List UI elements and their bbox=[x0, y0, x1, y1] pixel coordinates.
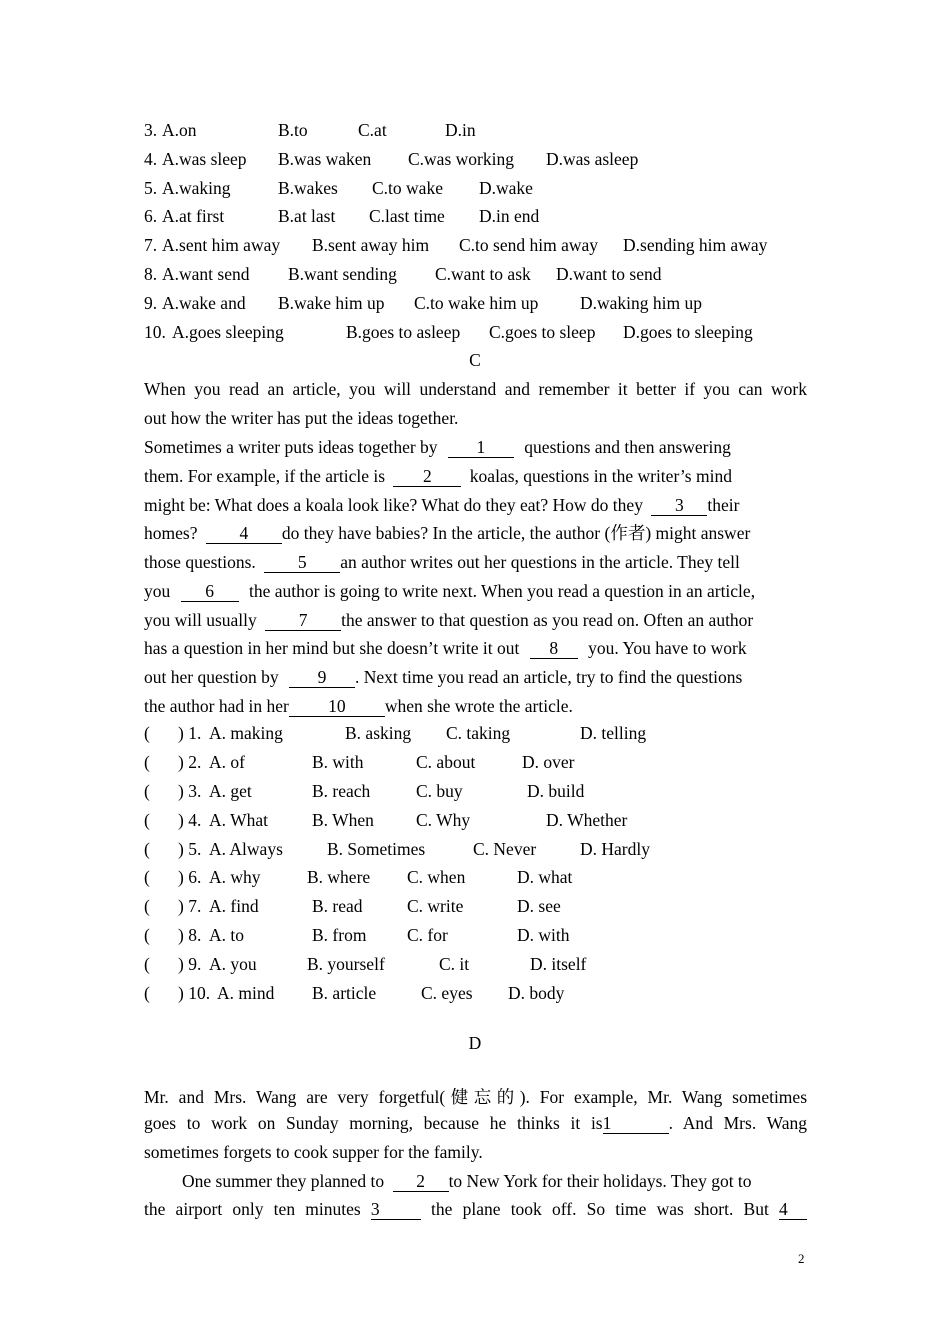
paragraph-line: out how the writer has put the ideas together. bbox=[144, 408, 459, 428]
option-text: B.goes to asleep bbox=[346, 322, 461, 342]
option-text: A.was sleep bbox=[162, 149, 247, 169]
option-text: ( bbox=[144, 954, 150, 974]
option-text[interactable]: D. over bbox=[522, 752, 575, 772]
option-text[interactable]: A. of bbox=[209, 752, 245, 772]
option-text: 3. bbox=[144, 120, 158, 140]
option-text: A.waking bbox=[162, 178, 231, 198]
cloze-line: might be: What does a koala look like? What do they eat? How do they 3 their bbox=[144, 495, 740, 515]
option-text: A.on bbox=[162, 120, 197, 140]
cloze-line: the airport only ten minutes 3 the plane took off. So time was short. But 4 bbox=[144, 1199, 807, 1220]
option-text[interactable]: A. find bbox=[209, 896, 259, 916]
option-text: ) 6. bbox=[178, 867, 202, 887]
page-number: 2 bbox=[798, 1251, 805, 1266]
section-heading-c: C bbox=[469, 350, 481, 370]
option-text[interactable]: B. asking bbox=[345, 723, 412, 743]
option-text: D.want to send bbox=[556, 264, 662, 284]
option-text: ( bbox=[144, 781, 150, 801]
option-text: D.sending him away bbox=[623, 235, 768, 255]
option-text: ( bbox=[144, 925, 150, 945]
blank-5[interactable]: 5 bbox=[264, 552, 340, 573]
option-text[interactable]: C. buy bbox=[416, 781, 463, 801]
option-text[interactable]: C. taking bbox=[446, 723, 511, 743]
cloze-line: has a question in her mind but she doesn’t write it out 8 you. You have to work bbox=[144, 638, 747, 658]
option-text: ) 5. bbox=[178, 839, 202, 859]
option-text: C.was working bbox=[408, 149, 514, 169]
option-text: C.to send him away bbox=[459, 235, 599, 255]
option-text: A.want send bbox=[162, 264, 250, 284]
blank-6[interactable]: 6 bbox=[181, 581, 239, 602]
cloze-line: goes to work on Sunday morning, because he thinks it is1 . And Mrs. Wang bbox=[144, 1113, 807, 1133]
blank-d-1[interactable]: 1 bbox=[603, 1113, 669, 1134]
option-text[interactable]: C. when bbox=[407, 867, 466, 887]
option-text: B.was waken bbox=[278, 149, 372, 169]
blank-4[interactable]: 4 bbox=[206, 523, 282, 544]
option-text: ) 2. bbox=[178, 752, 202, 772]
option-text: 4. bbox=[144, 149, 158, 169]
option-text[interactable]: A. you bbox=[209, 954, 257, 974]
option-text: B.wakes bbox=[278, 178, 338, 198]
option-text: D.wake bbox=[479, 178, 533, 198]
option-text: ) 8. bbox=[178, 925, 202, 945]
option-text: B.wake him up bbox=[278, 293, 385, 313]
option-text: 6. bbox=[144, 206, 158, 226]
option-text[interactable]: B. from bbox=[312, 925, 367, 945]
cloze-line: those questions. 5 an author writes out her questions in the article. They tell bbox=[144, 552, 740, 572]
option-text[interactable]: D. body bbox=[508, 983, 565, 1003]
option-text[interactable]: B. with bbox=[312, 752, 364, 772]
option-text: ( bbox=[144, 723, 150, 743]
option-text[interactable]: C. Why bbox=[416, 810, 471, 830]
option-text[interactable]: B. yourself bbox=[307, 954, 385, 974]
option-text[interactable]: D. telling bbox=[580, 723, 647, 743]
cloze-line: homes? 4 do they have babies? In the article, the author (作者) might answer bbox=[144, 523, 751, 543]
option-text[interactable]: B. reach bbox=[312, 781, 371, 801]
option-text: D.goes to sleeping bbox=[623, 322, 753, 342]
cloze-line: the author had in her 10 when she wrote the article. bbox=[144, 696, 573, 716]
option-text: C.to wake bbox=[372, 178, 443, 198]
option-text: 10. bbox=[144, 322, 166, 342]
cloze-line: you 6 the author is going to write next. When you read a question in an article, bbox=[144, 581, 756, 601]
option-text: A.at first bbox=[162, 206, 225, 226]
option-text: ) 7. bbox=[178, 896, 202, 916]
paragraph-line: Mr. and Mrs. Wang are very forgetful(健忘的). For example, Mr. Wang sometimes bbox=[144, 1087, 807, 1107]
option-text: ( bbox=[144, 867, 150, 887]
option-text[interactable]: C. for bbox=[407, 925, 448, 945]
option-text[interactable]: A. making bbox=[209, 723, 283, 743]
option-text: ) 1. bbox=[178, 723, 202, 743]
option-text: C.to wake him up bbox=[414, 293, 539, 313]
option-text: B.at last bbox=[278, 206, 336, 226]
option-text: A.goes sleeping bbox=[172, 322, 284, 342]
option-text[interactable]: D. with bbox=[517, 925, 570, 945]
blank-d-2[interactable]: 2 bbox=[393, 1171, 449, 1192]
blank-7[interactable]: 7 bbox=[265, 610, 341, 631]
cloze-line: them. For example, if the article is 2 koalas, questions in the writer’s mind bbox=[144, 466, 732, 486]
blank-3[interactable]: 3 bbox=[651, 495, 707, 516]
option-text[interactable]: C. eyes bbox=[421, 983, 473, 1003]
option-text: D.waking him up bbox=[580, 293, 703, 313]
option-text: 8. bbox=[144, 264, 158, 284]
option-text[interactable]: B. article bbox=[312, 983, 377, 1003]
option-text[interactable]: A. get bbox=[209, 781, 252, 801]
cloze-line: One summer they planned to 2 to New York for their holidays. They got to bbox=[182, 1171, 752, 1191]
blank-d-3[interactable]: 3 bbox=[371, 1199, 421, 1220]
cloze-line: Sometimes a writer puts ideas together by 1 questions and then answering bbox=[144, 437, 731, 457]
option-text: B.to bbox=[278, 120, 308, 140]
option-text: A.wake and bbox=[162, 293, 246, 313]
option-text[interactable]: D. Whether bbox=[546, 810, 628, 830]
option-text: C.at bbox=[358, 120, 387, 140]
option-text: ( bbox=[144, 810, 150, 830]
option-text: ) 9. bbox=[178, 954, 202, 974]
option-text: C.want to ask bbox=[435, 264, 531, 284]
paragraph-line: sometimes forgets to cook supper for the family. bbox=[144, 1142, 483, 1162]
option-text: 5. bbox=[144, 178, 158, 198]
option-text[interactable]: D. see bbox=[517, 896, 561, 916]
option-text[interactable]: B. When bbox=[312, 810, 374, 830]
option-text[interactable]: B. where bbox=[307, 867, 371, 887]
option-text: B.sent away him bbox=[312, 235, 430, 255]
option-text: ( bbox=[144, 983, 150, 1003]
blank-2[interactable]: 2 bbox=[393, 466, 461, 487]
option-text[interactable]: D. what bbox=[517, 867, 573, 887]
option-text[interactable]: A. mind bbox=[217, 983, 275, 1003]
blank-8[interactable]: 8 bbox=[530, 638, 578, 659]
option-text[interactable]: C. it bbox=[439, 954, 470, 974]
cloze-line: you will usually 7 the answer to that question as you read on. Often an author bbox=[144, 610, 754, 630]
option-text: ( bbox=[144, 752, 150, 772]
option-text: D.in bbox=[445, 120, 476, 140]
option-text[interactable]: A. What bbox=[209, 810, 268, 830]
option-text: ) 10. bbox=[178, 983, 211, 1003]
option-text: A.sent him away bbox=[162, 235, 281, 255]
option-text[interactable]: A. Always bbox=[209, 839, 283, 859]
blank-d-4[interactable]: 4 bbox=[779, 1199, 807, 1220]
blank-10[interactable]: 10 bbox=[289, 696, 385, 717]
blank-1[interactable]: 1 bbox=[448, 437, 514, 458]
option-text: 7. bbox=[144, 235, 158, 255]
option-text[interactable]: B. Sometimes bbox=[327, 839, 426, 859]
option-text[interactable]: C. about bbox=[416, 752, 476, 772]
blank-9[interactable]: 9 bbox=[289, 667, 355, 688]
option-text: 9. bbox=[144, 293, 158, 313]
option-text[interactable]: D. build bbox=[527, 781, 585, 801]
option-text[interactable]: D. itself bbox=[530, 954, 587, 974]
option-text[interactable]: C. Never bbox=[473, 839, 537, 859]
option-text: D.in end bbox=[479, 206, 540, 226]
option-text: ( bbox=[144, 896, 150, 916]
option-text[interactable]: B. read bbox=[312, 896, 363, 916]
option-text: ) 3. bbox=[178, 781, 202, 801]
option-text: ) 4. bbox=[178, 810, 202, 830]
option-text: D.was asleep bbox=[546, 149, 639, 169]
cloze-line: out her question by 9 . Next time you read an article, try to find the questions bbox=[144, 667, 743, 687]
option-text[interactable]: A. why bbox=[209, 867, 261, 887]
paragraph-line: When you read an article, you will understand and remember it better if you can work bbox=[144, 379, 807, 399]
option-text: ( bbox=[144, 839, 150, 859]
section-heading-d: D bbox=[468, 1033, 482, 1053]
option-text: B.want sending bbox=[288, 264, 397, 284]
option-text: C.goes to sleep bbox=[489, 322, 596, 342]
option-text[interactable]: D. Hardly bbox=[580, 839, 650, 859]
option-text[interactable]: A. to bbox=[209, 925, 244, 945]
option-text[interactable]: C. write bbox=[407, 896, 464, 916]
option-text: C.last time bbox=[369, 206, 445, 226]
